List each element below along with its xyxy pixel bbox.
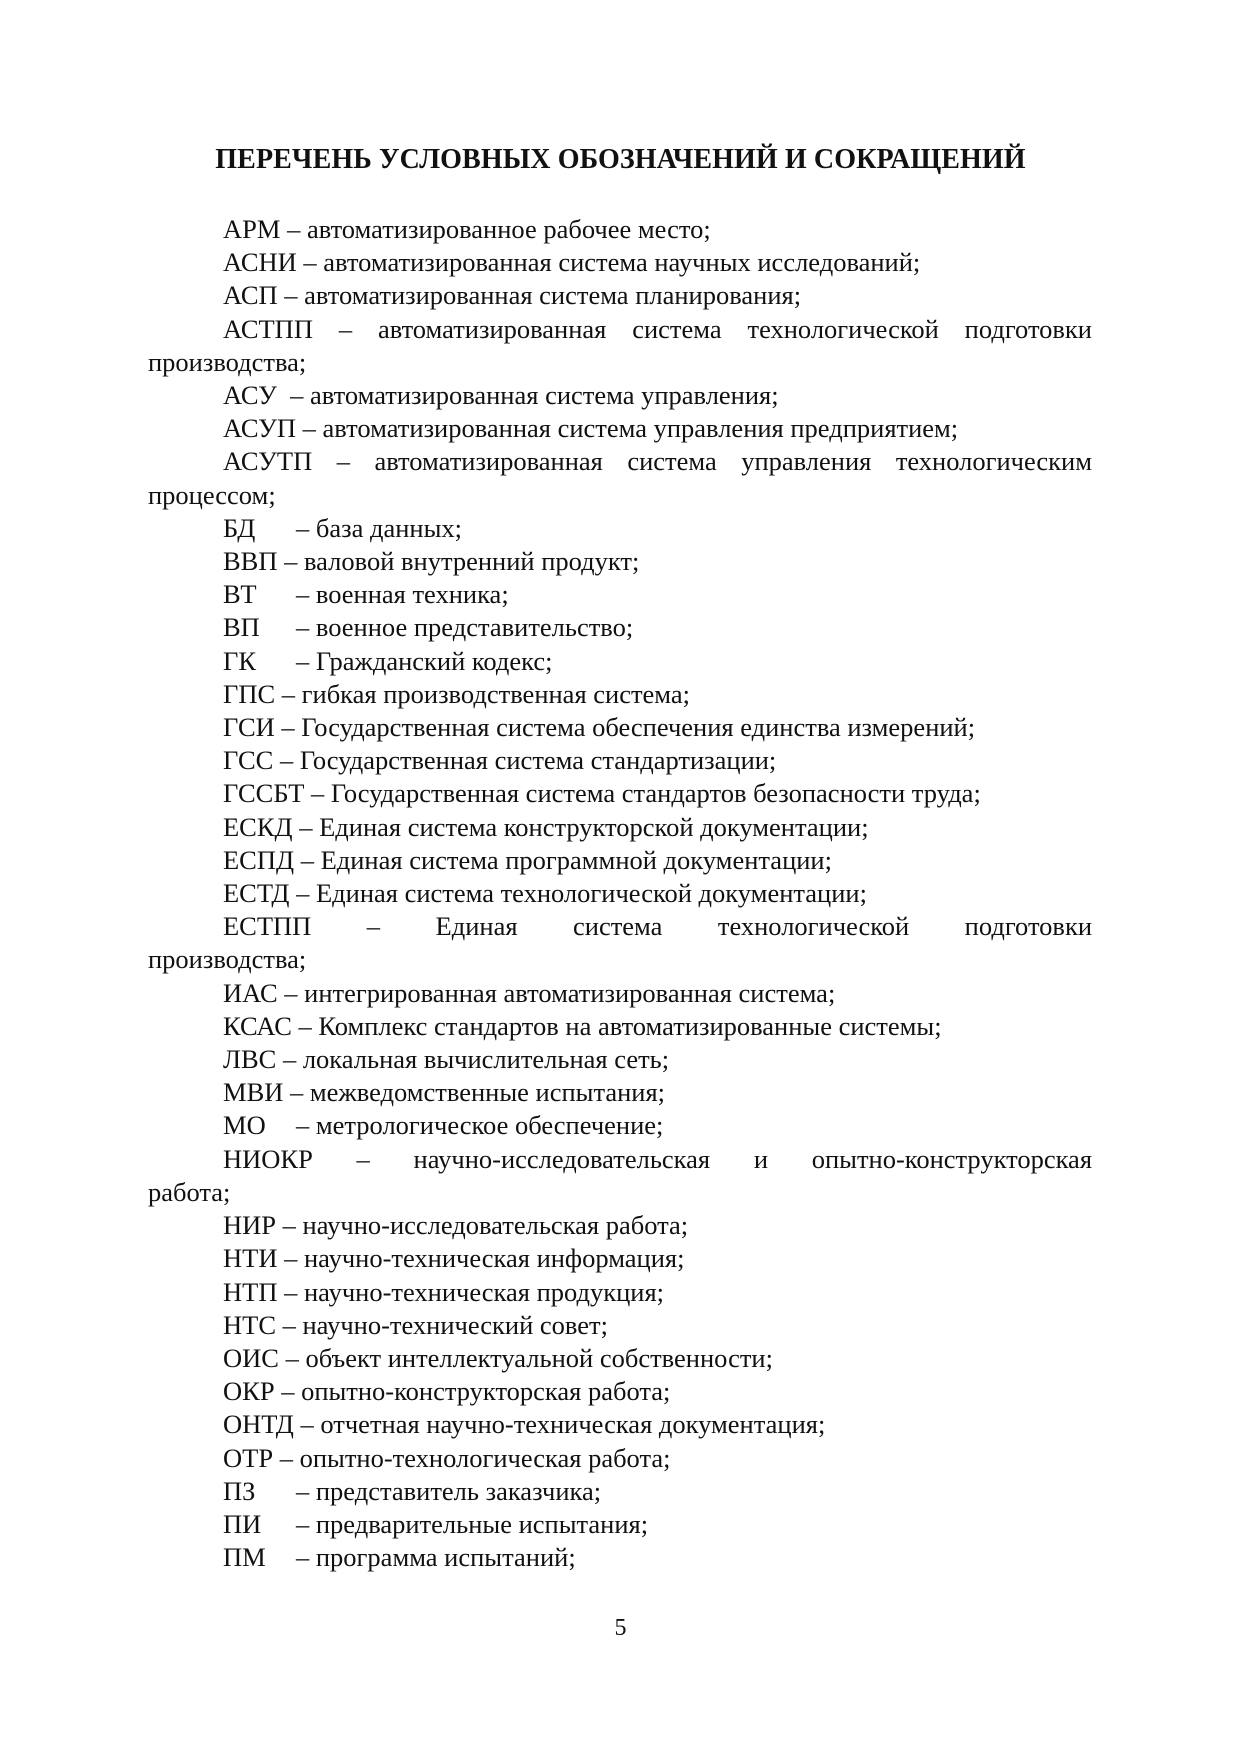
- list-item: [148, 512, 1092, 545]
- list-item: [148, 545, 1092, 578]
- definition: Единая система технологической документации;: [315, 878, 867, 909]
- definition: автоматизированная система управления предприятием;: [322, 413, 959, 444]
- abbreviation: БД: [223, 512, 256, 543]
- definition: интегрированная автоматизированная система;: [304, 977, 836, 1008]
- definition: отчетная научно-техническая документация;: [320, 1409, 826, 1440]
- page-heading: ПЕРЕЧЕНЬ УСЛОВНЫХ ОБОЗНАЧЕНИЙ И СОКРАЩЕНИЙ: [215, 144, 1026, 175]
- definition: Государственная система стандартов безопасности труда;: [330, 778, 981, 809]
- separator: –: [296, 579, 316, 610]
- list-item: [148, 445, 1092, 511]
- separator: –: [280, 214, 307, 244]
- definition: опытно-конструкторская работа;: [301, 1376, 671, 1407]
- list-item: [148, 1276, 1092, 1309]
- list-item: [148, 877, 1092, 910]
- separator: –: [273, 745, 300, 776]
- separator: –: [275, 678, 302, 709]
- separator: –: [276, 1044, 303, 1075]
- abbreviation: ИАС: [223, 977, 278, 1008]
- separator: –: [289, 878, 316, 909]
- definition: Единая система технологической подготовки производства;: [148, 911, 1092, 975]
- list-item: [148, 1043, 1092, 1076]
- separator: –: [304, 778, 331, 809]
- abbreviation: АСУ: [223, 380, 277, 411]
- separator: –: [277, 280, 305, 311]
- abbreviation: ПЗ: [223, 1475, 256, 1506]
- list-item: [148, 1475, 1092, 1508]
- separator: –: [283, 1077, 310, 1108]
- definition: научно-исследовательская и опытно-конструкторская работа;: [148, 1143, 1093, 1207]
- definition: Государственная система стандартизации;: [299, 745, 777, 776]
- list-item: [148, 279, 1092, 312]
- separator: –: [291, 1010, 319, 1041]
- definition: Гражданский кодекс;: [315, 645, 553, 676]
- definition: опытно-технологическая работа;: [299, 1442, 671, 1473]
- list-item: [148, 1076, 1092, 1109]
- definition: локальная вычислительная сеть;: [302, 1044, 670, 1075]
- abbreviation: НИР: [223, 1210, 277, 1241]
- abbreviation: ГК: [223, 645, 256, 676]
- definition: научно-технический совет;: [302, 1309, 608, 1340]
- list-item: [148, 213, 1092, 246]
- list-item: [148, 910, 1092, 976]
- separator: –: [296, 1508, 316, 1539]
- definition: автоматизированная система управления;: [310, 380, 779, 411]
- abbreviation: ПИ: [223, 1508, 262, 1539]
- definition: гибкая производственная система;: [301, 678, 691, 709]
- list-item: [148, 1109, 1092, 1142]
- separator: –: [293, 1409, 321, 1440]
- abbreviation: АРМ: [223, 214, 281, 244]
- separator: –: [274, 1376, 302, 1407]
- list-item: [148, 379, 1092, 412]
- list-item: [148, 844, 1092, 877]
- separator: –: [274, 712, 302, 743]
- abbreviation: ЕСТД: [223, 878, 290, 909]
- definition: военная техника;: [315, 579, 509, 610]
- list-item: [148, 1508, 1092, 1541]
- list-item: [148, 711, 1092, 744]
- abbreviation: ЕСКД: [223, 811, 293, 842]
- definition: научно-техническая продукция;: [303, 1276, 665, 1307]
- definition: метрологическое обеспечение;: [315, 1110, 664, 1141]
- separator: –: [276, 380, 311, 411]
- abbreviation: ГСС: [223, 745, 274, 776]
- definition: автоматизированная система технологической подготовки производства;: [148, 313, 1092, 377]
- separator: –: [273, 1442, 300, 1473]
- abbreviation: ОКР: [223, 1376, 275, 1407]
- separator: –: [276, 1210, 303, 1241]
- list-item: [148, 744, 1092, 777]
- separator: –: [296, 1542, 316, 1573]
- abbreviation: АСП: [223, 280, 278, 311]
- abbreviation: АСТПП: [223, 313, 313, 344]
- abbreviation: АСУП: [223, 413, 297, 444]
- list-item: [148, 1442, 1092, 1475]
- definition: Единая система программной документации;: [320, 844, 832, 875]
- definition: предварительные испытания;: [315, 1508, 649, 1539]
- list-item: [148, 1342, 1092, 1375]
- definition: военное представительство;: [315, 612, 634, 643]
- separator: –: [277, 1243, 304, 1274]
- definition: объект интеллектуальной собственности;: [305, 1342, 773, 1373]
- list-item: [148, 1375, 1092, 1408]
- definition: представитель заказчика;: [315, 1475, 602, 1506]
- list-item: [148, 1143, 1092, 1209]
- list-item: [148, 977, 1092, 1010]
- page-number: 5: [614, 1615, 627, 1641]
- definition: валовой внутренний продукт;: [304, 546, 640, 577]
- abbreviation: НТС: [223, 1309, 276, 1340]
- abbreviation: МВИ: [223, 1077, 284, 1108]
- separator: –: [277, 977, 305, 1008]
- list-item: [148, 1309, 1092, 1342]
- abbreviation: ОИС: [223, 1342, 279, 1373]
- abbreviation: КСАС: [223, 1010, 292, 1041]
- list-item: [148, 412, 1092, 445]
- separator: –: [312, 313, 378, 344]
- abbreviation: ЛВС: [223, 1044, 277, 1075]
- definition: научно-исследовательская работа;: [302, 1210, 689, 1241]
- list-item: [148, 1010, 1092, 1043]
- separator: –: [296, 1475, 316, 1506]
- abbreviation: ОНТД: [223, 1409, 294, 1440]
- list-item: [148, 645, 1092, 678]
- separator: –: [277, 546, 304, 577]
- list-item: [148, 313, 1092, 379]
- separator: –: [292, 811, 320, 842]
- separator: –: [296, 645, 316, 676]
- list-item: [148, 578, 1092, 611]
- separator: –: [276, 1309, 303, 1340]
- list-item: [148, 1209, 1092, 1242]
- list-item: [148, 777, 1092, 810]
- definition: Комплекс стандартов на автоматизированные системы;: [318, 1010, 942, 1041]
- separator: –: [278, 1342, 306, 1373]
- separator: –: [311, 911, 436, 942]
- definition: автоматизированная система научных исследований;: [323, 247, 921, 278]
- list-item: [148, 246, 1092, 279]
- list-item: [148, 1541, 1092, 1574]
- definition: Единая система конструкторской документации;: [319, 811, 869, 842]
- separator: –: [296, 612, 316, 643]
- abbreviation: ВТ: [223, 579, 257, 610]
- separator: –: [296, 1110, 316, 1141]
- definition: автоматизированная система управления технологическим процессом;: [148, 446, 1093, 510]
- abbreviation: АСУТП: [223, 446, 313, 477]
- separator: –: [296, 512, 316, 543]
- abbreviation: МО: [223, 1110, 266, 1141]
- list-item: [148, 1242, 1092, 1275]
- abbreviation: ЕСТПП: [223, 911, 312, 942]
- definition: автоматизированная система планирования;: [304, 280, 802, 311]
- separator: –: [296, 247, 324, 278]
- abbreviation: ГПС: [223, 678, 276, 709]
- list-item: [148, 611, 1092, 644]
- abbreviation: ЕСПД: [223, 844, 295, 875]
- abbreviation-list: [148, 213, 1092, 1574]
- definition: межведомственные испытания;: [309, 1077, 666, 1108]
- abbreviation: НТИ: [223, 1243, 278, 1274]
- abbreviation: НИОКР: [223, 1143, 313, 1174]
- list-item: [148, 678, 1092, 711]
- abbreviation: АСНИ: [223, 247, 297, 278]
- abbreviation: ВП: [223, 612, 260, 643]
- separator: –: [296, 413, 323, 444]
- abbreviation: ГССБТ: [223, 778, 305, 809]
- separator: –: [312, 1143, 414, 1174]
- definition: Государственная система обеспечения единства измерений;: [301, 712, 976, 743]
- abbreviation: ПМ: [223, 1542, 266, 1573]
- list-item: [148, 1408, 1092, 1441]
- abbreviation: ОТР: [223, 1442, 274, 1473]
- definition: программа испытаний;: [315, 1542, 576, 1573]
- abbreviation: НТП: [223, 1276, 278, 1307]
- list-item: [148, 811, 1092, 844]
- separator: –: [294, 844, 321, 875]
- abbreviation: ВВП: [223, 546, 278, 577]
- definition: база данных;: [315, 512, 463, 543]
- abbreviation: ГСИ: [223, 712, 275, 743]
- separator: –: [312, 446, 375, 477]
- definition: научно-техническая информация;: [303, 1243, 685, 1274]
- separator: –: [277, 1276, 304, 1307]
- definition: автоматизированное рабочее место;: [306, 214, 711, 244]
